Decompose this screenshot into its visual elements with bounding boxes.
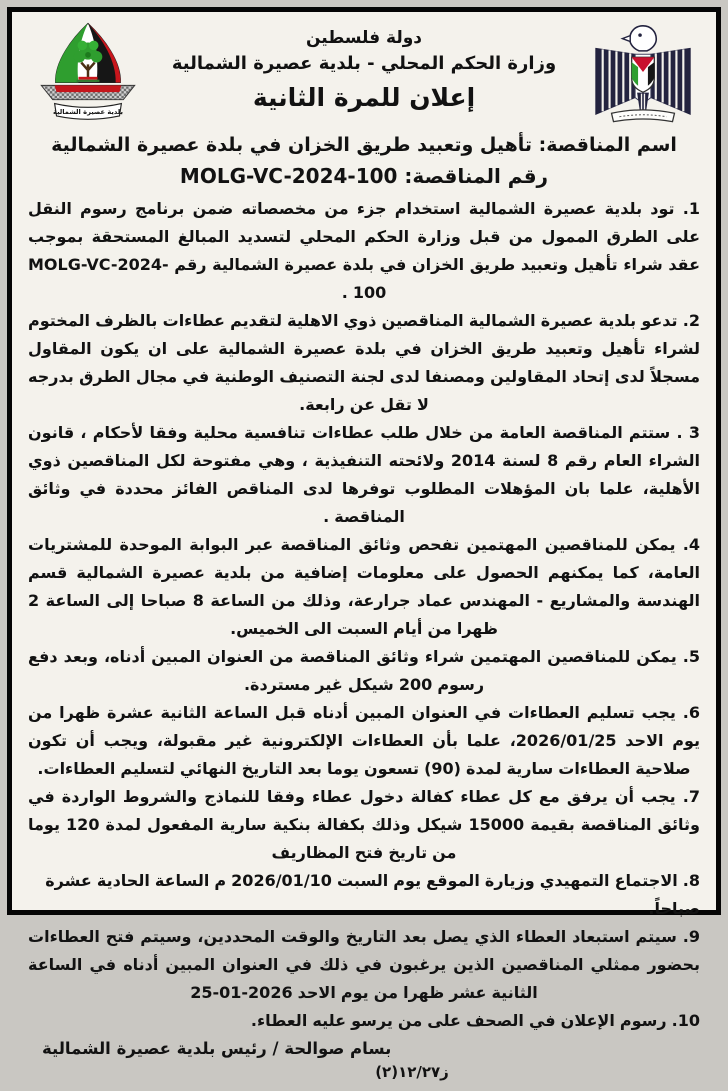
municipality-banner-text: بلدية عصيرة الشمالية [53, 108, 123, 117]
municipality-logo [26, 18, 150, 128]
clause-2: 2. تدعو بلدية عصيرة الشمالية المناقصين ذوي الاهلية لتقديم عطاءات بالظرف المختوم لشراء تأهيل وتعبيد طريق الخزان في بلدة عصيرة الشمالية على ان يكون المقاول مسجلاً لدى إتحاد المقاولين ومصنفا لدى لجنة التصنيف الوطنية في مجال الطرق بدرجه لا تقل عن رابعة. [28, 311, 700, 414]
state-name: دولة فلسطين [305, 28, 423, 48]
clause-1: 1. تود بلدية عصيرة الشمالية استخدام جزء من مخصصاته ضمن برنامج رسوم النقل على الطرق الممول من قبل وزارة الحكم المحلي لتسديد المبالغ المستحقة بموجب عقد شراء تأهيل وتعبيد طريق الخزان في بلدة عصيرة الشمالية رقم MOLG-VC-2024-100 . [28, 199, 700, 302]
tender-number-line: رقم المناقصة: MOLG-VC-2024-100 [179, 164, 549, 188]
header-text-block [150, 18, 578, 116]
clauses-list [26, 195, 702, 1035]
clause-10: 10. رسوم الإعلان في الصحف على من يرسو عليه العطاء. [250, 1011, 700, 1030]
clause-7: 7. يجب أن يرفق مع كل عطاء كفالة دخول عطاء وفقا للنماذج والشروط الواردة في وثائق المناقصة بقيمة 15000 شيكل وذلك بكفالة بنكية سارية المفعول لمدة 120 يوما من تاريخ فتح المظاريف [28, 787, 700, 862]
clause-9: 9. سيتم استبعاد العطاء الذي يصل بعد التاريخ والوقت المحددين، وسيتم فتح العطاءات بحضور ممثلي المناقصين الذين يرغبون في ذلك في العنوان المبين أدناه في الساعة الثانية عشر ظهرا من يوم الاحد 2026-01-25 [28, 927, 700, 1002]
clause-4: 4. يمكن للمناقصين المهتمين تفحص وثائق المناقصة عبر البوابة الموحدة للمشتريات العامة، كما يمكنهم الحصول على معلومات إضافية من بلدية عصيرة الشمالية قسم الهندسة والمشاريع - المهندس عماد جرارعة، وذلك من الساعة 8 صباحا إلى الساعة 2 ظهرا من أيام السبت الى الخميس. [28, 535, 700, 638]
ministry-municipality-line: وزارة الحكم المحلي - بلدية عصيرة الشمالية [171, 53, 557, 74]
ad-reference-code: ز١٢/٢٧(٢) [375, 1063, 449, 1081]
eagle-emblem-icon [584, 18, 702, 126]
clause-5: 5. يمكن للمناقصين المهتمين شراء وثائق المناقصة من العنوان المبين أدناه، وبعد دفع رسوم 200 شيكل غير مستردة. [28, 647, 700, 694]
mayor-signature: بسام صوالحة / رئيس بلدية عصيرة الشمالية [42, 1039, 392, 1058]
palestine-state-emblem [578, 18, 702, 126]
municipality-logo-icon [26, 18, 150, 128]
announcement-sheet [7, 7, 721, 1081]
tender-name-line: اسم المناقصة: تأهيل وتعبيد طريق الخزان في بلدة عصيرة الشمالية [51, 134, 677, 156]
clause-3: 3 . ستتم المناقصة العامة من خلال طلب عطاءات تنافسية محلية وفقا لأحكام ، قانون الشراء العام رقم 8 لسنة 2014 ولائحته التنفيذية ، وهي مفتوحة لكل المناقصين ذوي الأهلية، علما بان المؤهلات المطلوب توفرها لدى المناقص الفائز محددة في وثائق المناقصة . [28, 423, 700, 526]
header [26, 18, 702, 130]
announcement-title: إعلان للمرة الثانية [252, 83, 476, 112]
footer [26, 1035, 702, 1091]
clause-6: 6. يجب تسليم العطاءات في العنوان المبين أدناه قبل الساعة الثانية عشرة ظهرا من يوم الاحد 2026/01/25، علما بأن العطاءات الإلكترونية غير مقبولة، ويجب أن تكون صلاحية العطاءات سارية لمدة (90) تسعون يوما بعد التاريخ النهائي لتسليم العطاءات. [28, 703, 701, 778]
clause-8: 8. الاجتماع التمهيدي وزيارة الموقع يوم السبت 2026/01/10 م الساعة الحادية عشرة صباحاً. [45, 871, 700, 918]
